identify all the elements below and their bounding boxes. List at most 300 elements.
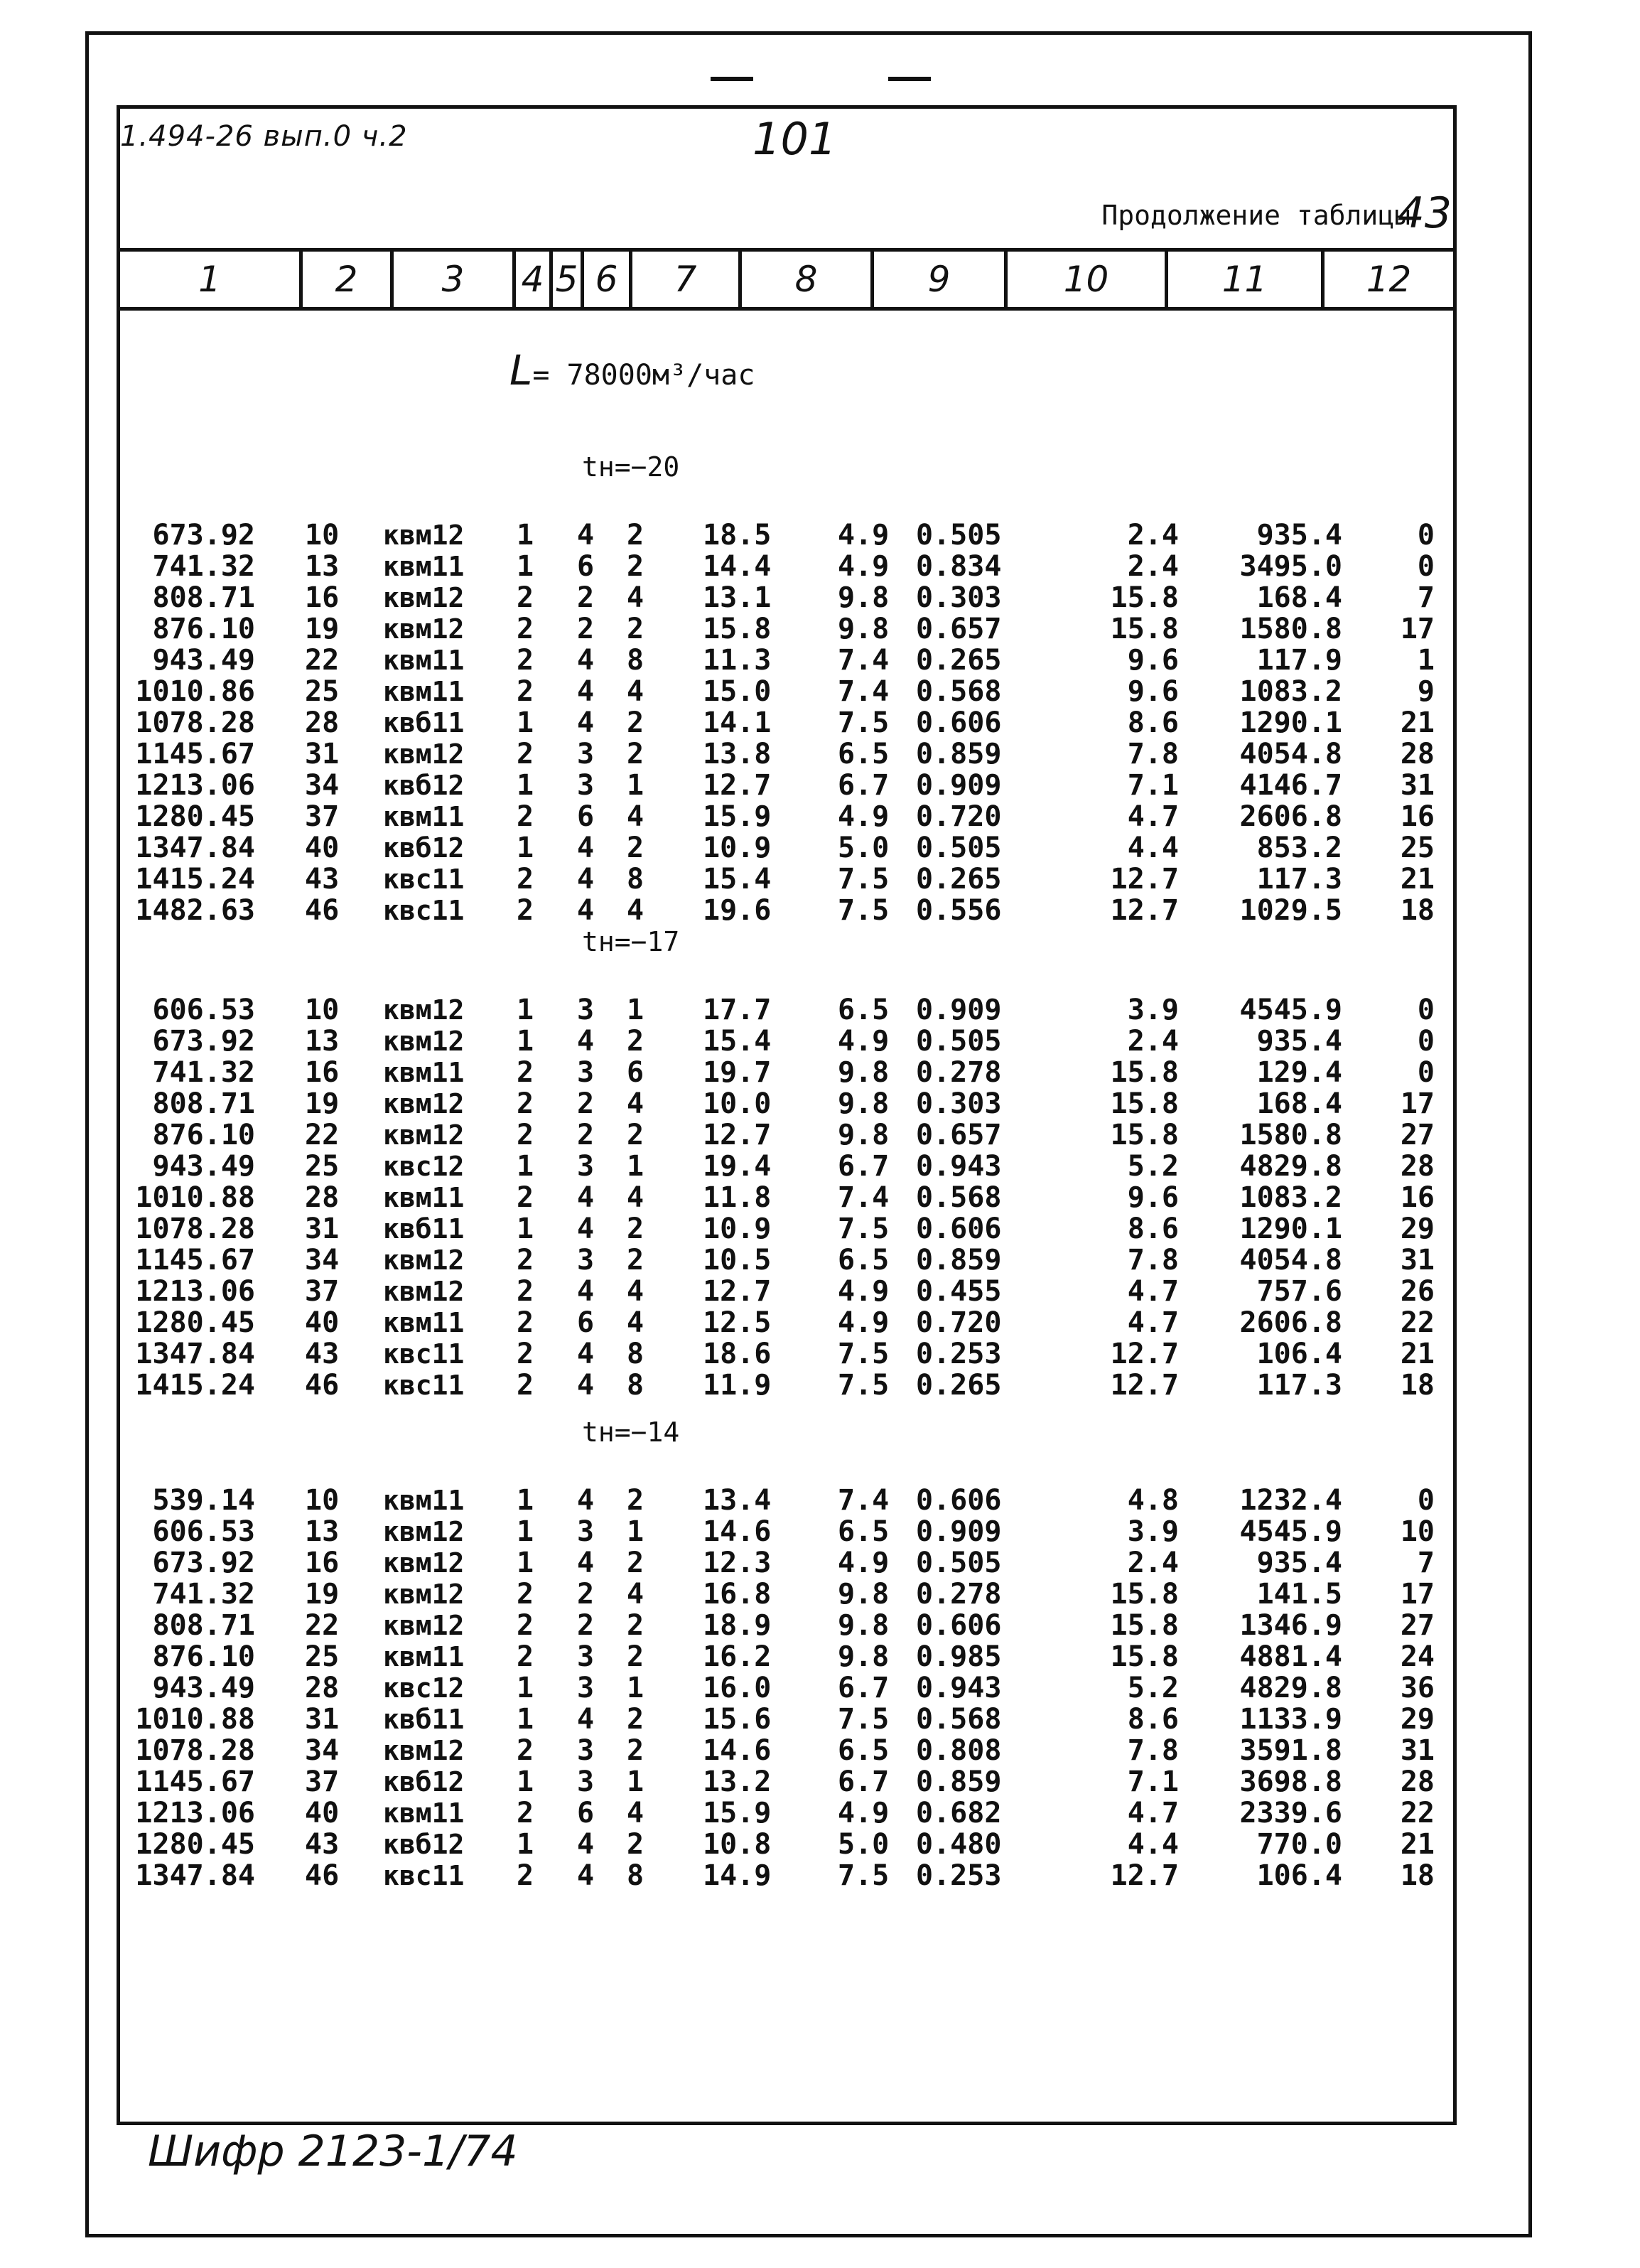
table-row (120, 1766, 1453, 1797)
cell-col-3: квб12 (383, 1829, 465, 1860)
cell-col-1: 1347.84 (135, 1338, 255, 1370)
cell-col-12: 10 (1400, 1515, 1435, 1548)
cell-col-4: 1 (516, 1515, 534, 1548)
cell-col-5: 4 (576, 1213, 595, 1245)
cell-col-2: 22 (305, 644, 340, 677)
cell-col-11: 935.4 (1256, 1547, 1342, 1579)
cell-col-2: 31 (305, 1703, 340, 1736)
cell-col-6: 1 (626, 1672, 644, 1704)
cell-col-11: 3591.8 (1239, 1734, 1342, 1767)
cell-col-3: квб12 (383, 1766, 465, 1797)
cell-col-2: 22 (305, 1609, 340, 1642)
cell-col-8: 7.5 (838, 1338, 890, 1370)
cell-col-1: 876.10 (152, 1640, 255, 1673)
block-title: tн=−14 (582, 1417, 680, 1448)
cell-col-3: квм11 (383, 1797, 465, 1829)
cell-col-6: 4 (626, 894, 644, 927)
cell-col-6: 2 (626, 1119, 644, 1151)
cell-col-9: 0.505 (916, 1547, 1002, 1579)
cell-col-5: 6 (576, 1306, 595, 1339)
cell-col-8: 4.9 (838, 1306, 890, 1339)
continuation-label: Продолжение таблицы (1101, 200, 1410, 231)
cell-col-3: квс11 (383, 895, 465, 926)
cell-col-3: квб12 (383, 770, 465, 801)
cell-col-11: 2339.6 (1239, 1797, 1342, 1829)
cell-col-1: 943.49 (152, 1150, 255, 1183)
cell-col-7: 10.0 (703, 1087, 772, 1120)
cell-col-2: 37 (305, 800, 340, 833)
cell-col-3: квм12 (383, 994, 465, 1026)
cell-col-11: 117.3 (1256, 1369, 1342, 1402)
cell-col-5: 3 (576, 1244, 595, 1277)
cell-col-2: 19 (305, 1578, 340, 1611)
table-row (120, 895, 1453, 926)
cell-col-11: 853.2 (1256, 832, 1342, 864)
cell-col-10: 15.8 (1110, 613, 1179, 645)
cell-col-10: 2.4 (1127, 519, 1179, 552)
cell-col-3: квм12 (383, 1276, 465, 1307)
cell-col-7: 11.3 (703, 644, 772, 677)
cell-col-12: 7 (1417, 1547, 1435, 1579)
cell-col-1: 1280.45 (135, 1828, 255, 1861)
cell-col-4: 2 (516, 1578, 534, 1611)
cell-col-7: 14.6 (703, 1515, 772, 1548)
cell-col-6: 2 (626, 1640, 644, 1673)
cell-col-12: 17 (1400, 1578, 1435, 1611)
top-dash-right (888, 77, 931, 81)
cell-col-2: 22 (305, 1119, 340, 1151)
cell-col-9: 0.859 (916, 1766, 1002, 1798)
cell-col-10: 8.6 (1127, 1703, 1179, 1736)
cell-col-7: 17.7 (703, 994, 772, 1026)
cell-col-9: 0.834 (916, 550, 1002, 583)
cell-col-2: 40 (305, 832, 340, 864)
cell-col-12: 22 (1400, 1797, 1435, 1829)
cell-col-4: 2 (516, 800, 534, 833)
cell-col-4: 2 (516, 675, 534, 708)
cell-col-11: 141.5 (1256, 1578, 1342, 1611)
cell-col-1: 1415.24 (135, 863, 255, 896)
cell-col-5: 4 (576, 1484, 595, 1517)
cell-col-9: 0.303 (916, 1087, 1002, 1120)
cell-col-1: 606.53 (152, 994, 255, 1026)
cell-col-8: 4.9 (838, 1797, 890, 1829)
cell-col-8: 4.9 (838, 1547, 890, 1579)
cell-col-4: 1 (516, 994, 534, 1026)
cell-col-9: 0.909 (916, 769, 1002, 802)
cell-col-10: 8.6 (1127, 706, 1179, 739)
cell-col-8: 9.8 (838, 613, 890, 645)
cell-col-7: 12.7 (703, 1119, 772, 1151)
cell-col-5: 4 (576, 832, 595, 864)
cell-col-4: 1 (516, 1672, 534, 1704)
cell-col-9: 0.480 (916, 1828, 1002, 1861)
cell-col-6: 4 (626, 1578, 644, 1611)
cell-col-9: 0.606 (916, 1609, 1002, 1642)
cell-col-2: 40 (305, 1797, 340, 1829)
cell-col-7: 19.7 (703, 1056, 772, 1089)
cell-col-12: 9 (1417, 675, 1435, 708)
cell-col-12: 31 (1400, 769, 1435, 802)
cell-col-5: 3 (576, 1672, 595, 1704)
table-row (120, 1516, 1453, 1547)
cell-col-8: 9.8 (838, 1609, 890, 1642)
cell-col-3: квм12 (383, 1088, 465, 1119)
cell-col-2: 46 (305, 1859, 340, 1892)
cell-col-8: 7.4 (838, 1181, 890, 1214)
cell-col-5: 3 (576, 994, 595, 1026)
cell-col-9: 0.505 (916, 519, 1002, 552)
table-row (120, 707, 1453, 738)
cell-col-8: 7.5 (838, 1369, 890, 1402)
table-row (120, 1860, 1453, 1891)
cell-col-1: 1145.67 (135, 738, 255, 770)
table-row (120, 1797, 1453, 1829)
cell-col-8: 6.7 (838, 1672, 890, 1704)
cell-col-9: 0.985 (916, 1640, 1002, 1673)
cell-col-4: 2 (516, 1119, 534, 1151)
cell-col-10: 7.8 (1127, 1244, 1179, 1277)
cell-col-10: 9.6 (1127, 675, 1179, 708)
cell-col-9: 0.657 (916, 613, 1002, 645)
cell-col-8: 9.8 (838, 1056, 890, 1089)
cell-col-8: 5.0 (838, 832, 890, 864)
cell-col-4: 1 (516, 1213, 534, 1245)
cell-col-5: 4 (576, 675, 595, 708)
cell-col-3: квм11 (383, 801, 465, 832)
cell-col-9: 0.943 (916, 1672, 1002, 1704)
cell-col-8: 6.5 (838, 1734, 890, 1767)
cell-col-9: 0.455 (916, 1275, 1002, 1308)
cell-col-5: 4 (576, 519, 595, 552)
cell-col-3: квм12 (383, 1245, 465, 1276)
cell-col-7: 15.6 (703, 1703, 772, 1736)
cell-col-6: 2 (626, 706, 644, 739)
cell-col-5: 3 (576, 1056, 595, 1089)
table-row (120, 1213, 1453, 1245)
cell-col-11: 4829.8 (1239, 1672, 1342, 1704)
cell-col-5: 2 (576, 1087, 595, 1120)
cell-col-10: 7.1 (1127, 1766, 1179, 1798)
cell-col-9: 0.556 (916, 894, 1002, 927)
cell-col-9: 0.278 (916, 1578, 1002, 1611)
cell-col-10: 15.8 (1110, 1056, 1179, 1089)
table-row (120, 1307, 1453, 1338)
cell-col-7: 18.5 (703, 519, 772, 552)
cell-col-1: 943.49 (152, 1672, 255, 1704)
cell-col-6: 2 (626, 1547, 644, 1579)
cell-col-3: квм12 (383, 1119, 465, 1151)
cell-col-7: 13.8 (703, 738, 772, 770)
cell-col-6: 4 (626, 1181, 644, 1214)
cell-col-7: 13.2 (703, 1766, 772, 1798)
cell-col-12: 0 (1417, 550, 1435, 583)
cell-col-11: 757.6 (1256, 1275, 1342, 1308)
cell-col-5: 4 (576, 1025, 595, 1058)
cell-col-5: 4 (576, 1181, 595, 1214)
cell-col-7: 19.6 (703, 894, 772, 927)
cell-col-11: 4054.8 (1239, 1244, 1342, 1277)
cell-col-6: 2 (626, 1025, 644, 1058)
cell-col-8: 6.7 (838, 1766, 890, 1798)
cell-col-11: 168.4 (1256, 1087, 1342, 1120)
cell-col-2: 19 (305, 1087, 340, 1120)
cell-col-6: 4 (626, 1797, 644, 1829)
cell-col-12: 27 (1400, 1609, 1435, 1642)
cell-col-11: 117.9 (1256, 644, 1342, 677)
cell-col-6: 6 (626, 1056, 644, 1089)
cell-col-1: 1280.45 (135, 1306, 255, 1339)
cell-col-1: 1213.06 (135, 1275, 255, 1308)
cell-col-7: 14.4 (703, 550, 772, 583)
cell-col-4: 2 (516, 1734, 534, 1767)
table-row (120, 520, 1453, 551)
cell-col-1: 876.10 (152, 613, 255, 645)
cell-col-7: 18.6 (703, 1338, 772, 1370)
cell-col-3: квм11 (383, 1307, 465, 1338)
formula-text: = 78000м³/час (532, 359, 755, 392)
cell-col-6: 2 (626, 1734, 644, 1767)
column-header-6: 6 (581, 252, 629, 307)
cell-col-4: 2 (516, 1244, 534, 1277)
cell-col-4: 2 (516, 613, 534, 645)
cell-col-3: квм11 (383, 1057, 465, 1088)
cell-col-3: квс11 (383, 864, 465, 895)
column-header-1: 1 (198, 259, 221, 300)
cell-col-7: 12.7 (703, 769, 772, 802)
table-row (120, 1151, 1453, 1182)
column-header-9: 9 (870, 252, 1004, 307)
cell-col-12: 29 (1400, 1213, 1435, 1245)
cell-col-7: 16.2 (703, 1640, 772, 1673)
cell-col-1: 606.53 (152, 1515, 255, 1548)
cell-col-12: 0 (1417, 1484, 1435, 1517)
cell-col-7: 10.9 (703, 832, 772, 864)
cell-col-1: 943.49 (152, 644, 255, 677)
column-header-3: 3 (390, 252, 512, 307)
table-row (120, 801, 1453, 832)
column-header-4: 4 (512, 252, 549, 307)
cell-col-1: 1415.24 (135, 1369, 255, 1402)
cell-col-4: 1 (516, 550, 534, 583)
cell-col-12: 7 (1417, 581, 1435, 614)
cell-col-9: 0.303 (916, 581, 1002, 614)
cell-col-8: 9.8 (838, 1119, 890, 1151)
cell-col-10: 2.4 (1127, 1025, 1179, 1058)
column-header-7: 7 (629, 252, 738, 307)
cell-col-7: 12.3 (703, 1547, 772, 1579)
cell-col-1: 808.71 (152, 581, 255, 614)
table-row (120, 1641, 1453, 1672)
cell-col-1: 1010.88 (135, 1181, 255, 1214)
cell-col-12: 21 (1400, 863, 1435, 896)
cell-col-12: 36 (1400, 1672, 1435, 1704)
cell-col-6: 4 (626, 800, 644, 833)
cell-col-10: 4.4 (1127, 1828, 1179, 1861)
cell-col-4: 2 (516, 738, 534, 770)
cell-col-11: 168.4 (1256, 581, 1342, 614)
cell-col-8: 7.5 (838, 706, 890, 739)
cell-col-10: 15.8 (1110, 1609, 1179, 1642)
cell-col-5: 4 (576, 1369, 595, 1402)
cell-col-12: 17 (1400, 613, 1435, 645)
column-header-8: 8 (738, 252, 870, 307)
cell-col-11: 4829.8 (1239, 1150, 1342, 1183)
cell-col-10: 7.8 (1127, 738, 1179, 770)
cell-col-11: 1083.2 (1239, 1181, 1342, 1214)
cell-col-2: 16 (305, 1056, 340, 1089)
cell-col-6: 1 (626, 769, 644, 802)
cell-col-2: 25 (305, 1640, 340, 1673)
cell-col-8: 7.5 (838, 1703, 890, 1736)
cell-col-8: 9.8 (838, 1087, 890, 1120)
cell-col-1: 1213.06 (135, 769, 255, 802)
cell-col-5: 4 (576, 1275, 595, 1308)
cell-col-10: 15.8 (1110, 1087, 1179, 1120)
cell-col-7: 19.4 (703, 1150, 772, 1183)
cell-col-10: 12.7 (1110, 863, 1179, 896)
cell-col-12: 0 (1417, 1056, 1435, 1089)
cell-col-1: 539.14 (152, 1484, 255, 1517)
cell-col-3: квб11 (383, 707, 465, 738)
cell-col-4: 1 (516, 1547, 534, 1579)
cell-col-12: 1 (1417, 644, 1435, 677)
table-row (120, 1119, 1453, 1151)
cell-col-10: 12.7 (1110, 894, 1179, 927)
block-title: tн=−17 (582, 926, 680, 957)
cell-col-11: 770.0 (1256, 1828, 1342, 1861)
cell-col-3: квм12 (383, 520, 465, 551)
cipher-footer: Шифр 2123-1/74 (148, 2127, 518, 2176)
cell-col-5: 2 (576, 581, 595, 614)
cell-col-7: 13.1 (703, 581, 772, 614)
cell-col-11: 1346.9 (1239, 1609, 1342, 1642)
cell-col-1: 1010.88 (135, 1703, 255, 1736)
cell-col-6: 2 (626, 1484, 644, 1517)
cell-col-3: квм12 (383, 582, 465, 613)
cell-col-6: 2 (626, 1244, 644, 1277)
cell-col-2: 34 (305, 1734, 340, 1767)
cell-col-9: 0.606 (916, 706, 1002, 739)
column-header-row (120, 248, 1453, 311)
cell-col-3: квб11 (383, 1213, 465, 1245)
cell-col-6: 1 (626, 1515, 644, 1548)
cell-col-5: 4 (576, 644, 595, 677)
cell-col-7: 14.6 (703, 1734, 772, 1767)
cell-col-3: квс11 (383, 1860, 465, 1891)
cell-col-9: 0.657 (916, 1119, 1002, 1151)
cell-col-12: 26 (1400, 1275, 1435, 1308)
cell-col-11: 1580.8 (1239, 1119, 1342, 1151)
cell-col-3: квм12 (383, 613, 465, 645)
cell-col-7: 18.9 (703, 1609, 772, 1642)
cell-col-2: 10 (305, 1484, 340, 1517)
cell-col-12: 28 (1400, 738, 1435, 770)
cell-col-7: 15.9 (703, 1797, 772, 1829)
cell-col-10: 4.7 (1127, 800, 1179, 833)
cell-col-6: 4 (626, 1306, 644, 1339)
cell-col-4: 2 (516, 1338, 534, 1370)
cell-col-6: 1 (626, 1766, 644, 1798)
cell-col-8: 7.5 (838, 863, 890, 896)
cell-col-2: 28 (305, 1181, 340, 1214)
cell-col-2: 13 (305, 550, 340, 583)
column-header-2: 2 (299, 252, 390, 307)
table-row (120, 1829, 1453, 1860)
cell-col-8: 6.5 (838, 1515, 890, 1548)
cell-col-5: 4 (576, 863, 595, 896)
table-row (120, 1057, 1453, 1088)
cell-col-4: 2 (516, 1275, 534, 1308)
cell-col-3: квм12 (383, 1026, 465, 1057)
cell-col-3: квс11 (383, 1370, 465, 1401)
cell-col-4: 2 (516, 1087, 534, 1120)
cell-col-10: 8.6 (1127, 1213, 1179, 1245)
cell-col-1: 673.92 (152, 1025, 255, 1058)
cell-col-3: квм12 (383, 1547, 465, 1579)
cell-col-6: 2 (626, 1703, 644, 1736)
cell-col-8: 4.9 (838, 1275, 890, 1308)
cell-col-12: 21 (1400, 1338, 1435, 1370)
cell-col-3: квм11 (383, 1485, 465, 1516)
table-row (120, 1370, 1453, 1401)
cell-col-8: 9.8 (838, 1640, 890, 1673)
cell-col-1: 741.32 (152, 1056, 255, 1089)
cell-col-12: 16 (1400, 1181, 1435, 1214)
cell-col-4: 2 (516, 644, 534, 677)
cell-col-1: 673.92 (152, 519, 255, 552)
cell-col-7: 10.9 (703, 1213, 772, 1245)
cell-col-1: 741.32 (152, 1578, 255, 1611)
cell-col-9: 0.265 (916, 863, 1002, 896)
cell-col-9: 0.909 (916, 1515, 1002, 1548)
cell-col-11: 2606.8 (1239, 1306, 1342, 1339)
cell-col-11: 4545.9 (1239, 994, 1342, 1026)
cell-col-6: 2 (626, 613, 644, 645)
cell-col-10: 15.8 (1110, 1640, 1179, 1673)
column-header-10: 10 (1004, 252, 1165, 307)
column-header-5: 5 (549, 252, 581, 307)
cell-col-9: 0.265 (916, 644, 1002, 677)
cell-col-10: 4.7 (1127, 1306, 1179, 1339)
table-row (120, 1579, 1453, 1610)
cell-col-5: 3 (576, 1150, 595, 1183)
cell-col-6: 8 (626, 1369, 644, 1402)
cell-col-10: 12.7 (1110, 1859, 1179, 1892)
cell-col-1: 1078.28 (135, 1213, 255, 1245)
cell-col-5: 4 (576, 1828, 595, 1861)
cell-col-11: 935.4 (1256, 1025, 1342, 1058)
cell-col-6: 2 (626, 832, 644, 864)
cell-col-11: 4146.7 (1239, 769, 1342, 802)
cell-col-8: 9.8 (838, 1578, 890, 1611)
cell-col-4: 1 (516, 1828, 534, 1861)
cell-col-1: 808.71 (152, 1087, 255, 1120)
cell-col-1: 1280.45 (135, 800, 255, 833)
cell-col-2: 37 (305, 1275, 340, 1308)
cell-col-6: 4 (626, 1275, 644, 1308)
cell-col-1: 673.92 (152, 1547, 255, 1579)
cell-col-2: 31 (305, 1213, 340, 1245)
cell-col-1: 1145.67 (135, 1244, 255, 1277)
cell-col-2: 46 (305, 1369, 340, 1402)
cell-col-2: 13 (305, 1025, 340, 1058)
cell-col-3: квм11 (383, 645, 465, 676)
cell-col-5: 3 (576, 1734, 595, 1767)
cell-col-2: 43 (305, 863, 340, 896)
cell-col-5: 3 (576, 1515, 595, 1548)
cell-col-6: 2 (626, 1828, 644, 1861)
